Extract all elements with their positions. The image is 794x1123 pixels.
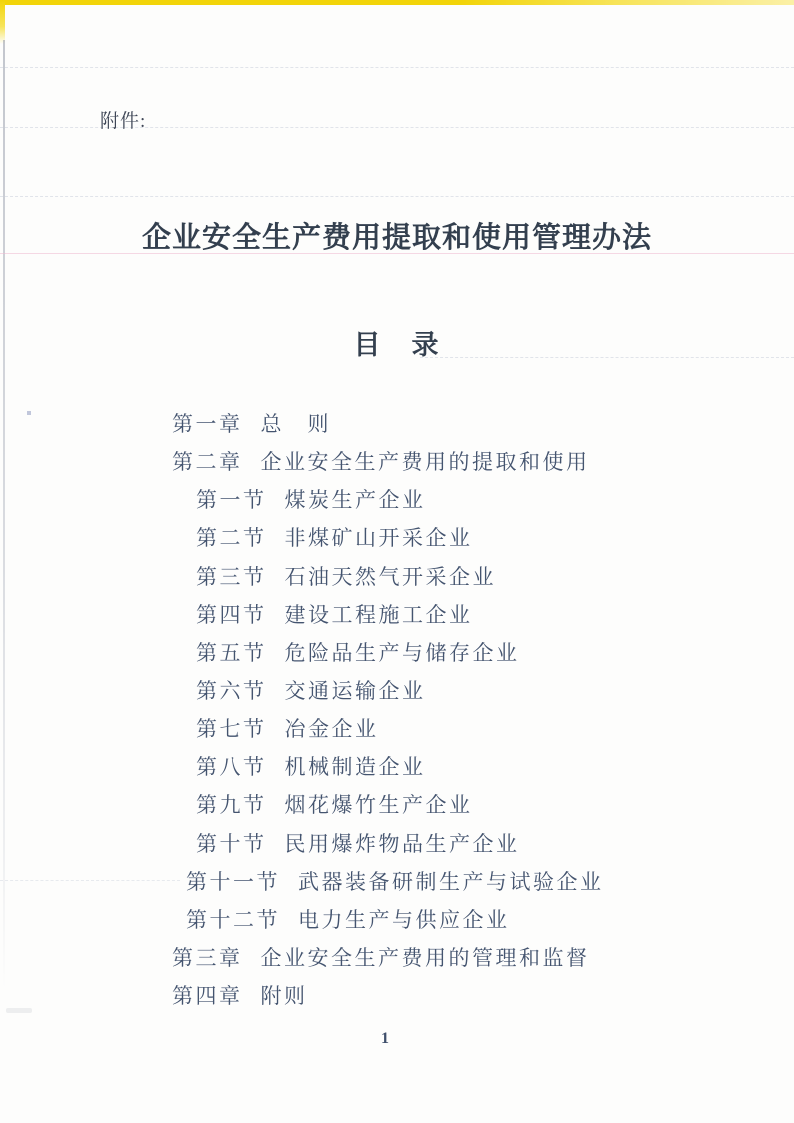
toc-entry-label: 第七节 xyxy=(196,717,267,742)
toc-entry-label: 第五节 xyxy=(196,640,267,665)
attachment-label: 附件: xyxy=(100,111,147,132)
toc-entry-label: 第二章 xyxy=(172,450,243,475)
toc-entry-title: 企业安全生产费用的管理和监督 xyxy=(260,946,590,971)
toc-entry xyxy=(0,518,794,556)
toc-entry-label: 第三章 xyxy=(172,946,243,971)
toc-entry-label: 第三节 xyxy=(196,564,267,589)
toc-list xyxy=(0,404,794,1014)
document-title: 企业安全生产费用提取和使用管理办法 xyxy=(141,222,652,254)
toc-entry-label: 第十一节 xyxy=(186,869,280,894)
toc-entry xyxy=(0,442,794,480)
toc-entry xyxy=(0,671,794,709)
toc-entry-label: 第九节 xyxy=(196,793,267,818)
toc-entry-title: 冶金企业 xyxy=(284,717,379,742)
scan-hline-artifact xyxy=(0,196,794,197)
toc-entry-title: 企业安全生产费用的提取和使用 xyxy=(260,450,590,475)
toc-entry xyxy=(0,976,794,1014)
page-number: 1 xyxy=(381,1030,389,1047)
toc-heading: 目 录 xyxy=(353,330,441,360)
toc-entry-title: 附则 xyxy=(260,984,308,1009)
toc-entry-title: 建设工程施工企业 xyxy=(284,602,473,627)
toc-entry xyxy=(0,404,794,442)
scan-left-edge-yellow-artifact xyxy=(0,0,5,44)
toc-entry-title: 总 则 xyxy=(260,412,331,437)
toc-entry-label: 第四节 xyxy=(196,602,267,627)
toc-entry xyxy=(0,824,794,862)
toc-entry-title: 电力生产与供应企业 xyxy=(298,907,510,932)
toc-entry-label: 第四章 xyxy=(172,984,243,1009)
toc-entry-title: 烟花爆竹生产企业 xyxy=(284,793,473,818)
toc-entry xyxy=(0,480,794,518)
toc-entry-title: 危险品生产与储存企业 xyxy=(284,640,520,665)
toc-entry-label: 第十节 xyxy=(196,831,267,856)
toc-entry-title: 交通运输企业 xyxy=(284,679,426,704)
toc-entry xyxy=(0,557,794,595)
toc-entry-label: 第十二节 xyxy=(186,907,280,932)
toc-entry-title: 民用爆炸物品生产企业 xyxy=(284,831,520,856)
toc-entry-label: 第八节 xyxy=(196,755,267,780)
toc-entry xyxy=(0,595,794,633)
scan-hline-artifact xyxy=(0,67,794,68)
toc-entry-title: 武器装备研制生产与试验企业 xyxy=(298,869,604,894)
toc-entry-label: 第一章 xyxy=(172,412,243,437)
toc-entry-title: 非煤矿山开采企业 xyxy=(284,526,473,551)
toc-entry-title: 机械制造企业 xyxy=(284,755,426,780)
toc-entry xyxy=(0,938,794,976)
toc-entry xyxy=(0,900,794,938)
toc-entry-label: 第六节 xyxy=(196,679,267,704)
toc-entry xyxy=(0,633,794,671)
toc-entry xyxy=(0,785,794,823)
toc-entry-label: 第二节 xyxy=(196,526,267,551)
toc-entry-title: 石油天然气开采企业 xyxy=(284,564,496,589)
toc-entry xyxy=(0,747,794,785)
toc-entry xyxy=(0,862,794,900)
scan-top-edge-artifact xyxy=(0,0,794,5)
toc-entry-label: 第一节 xyxy=(196,488,267,513)
toc-entry-title: 煤炭生产企业 xyxy=(284,488,426,513)
toc-entry xyxy=(0,709,794,747)
